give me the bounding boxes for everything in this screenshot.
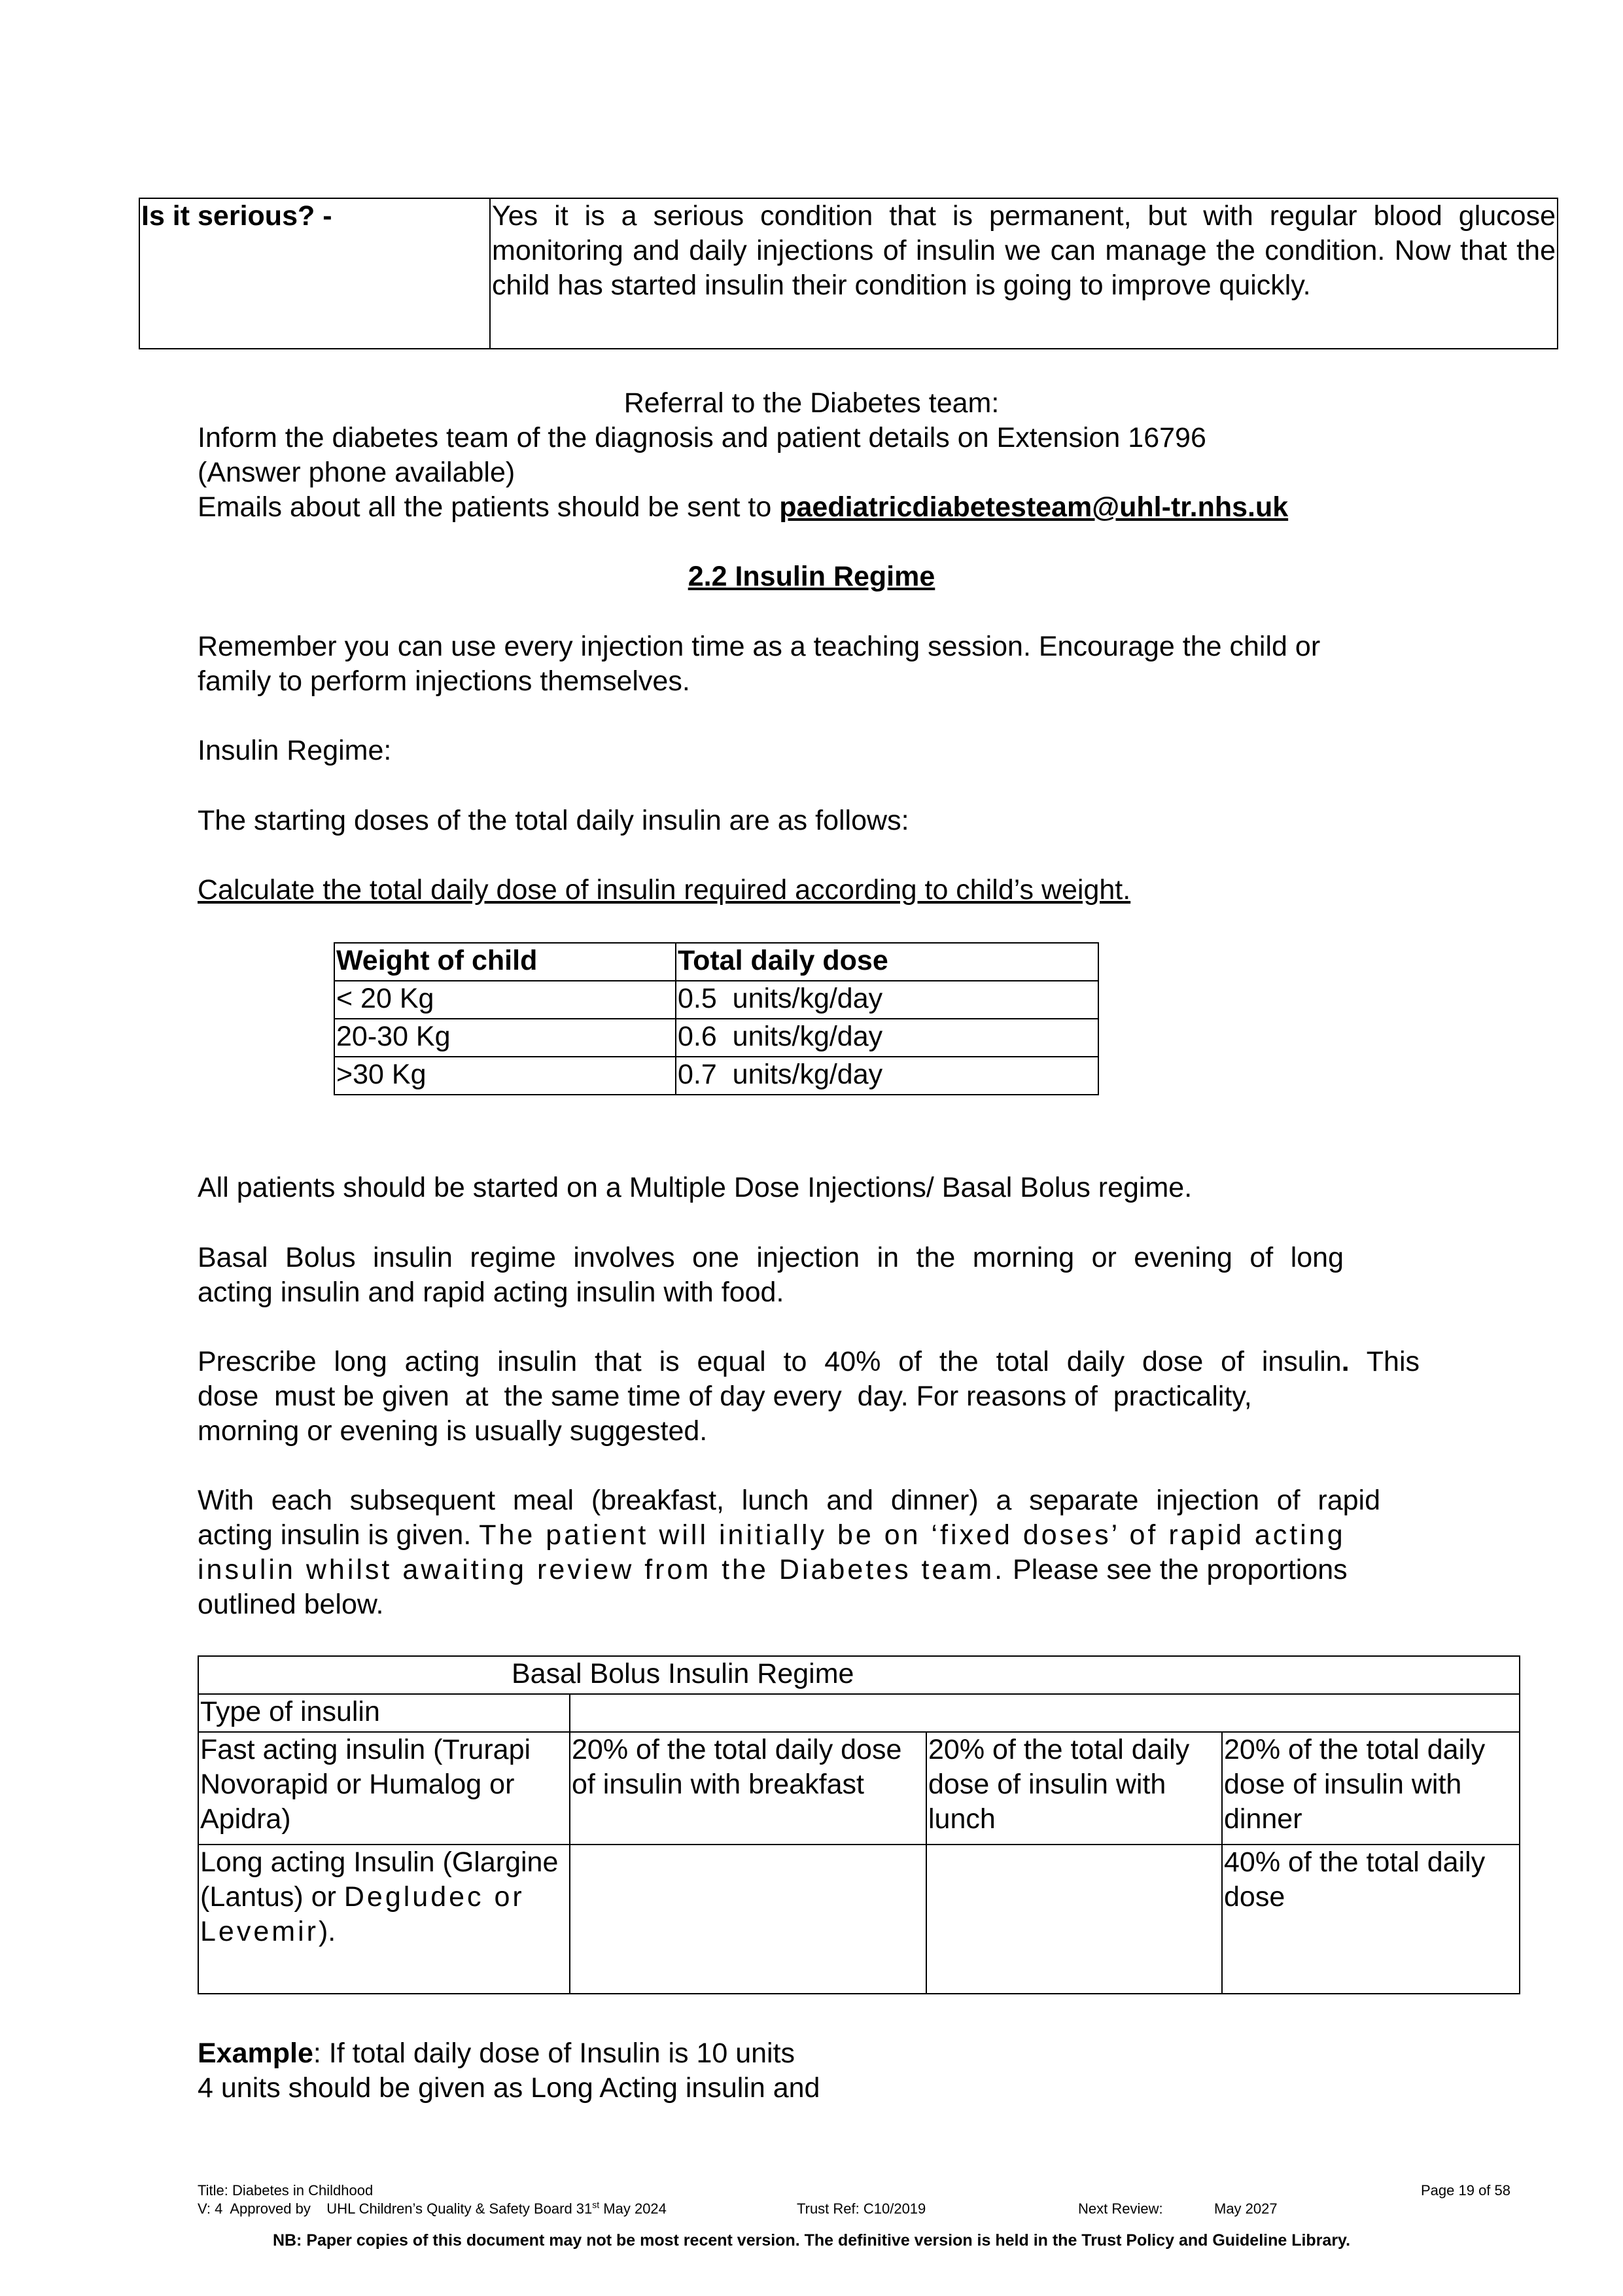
long-dinner-cell: 40% of the total daily dose <box>1222 1845 1520 1994</box>
insulin-regime-label: Insulin Regime: <box>198 735 392 766</box>
basal-bolus-line-1: Basal Bolus insulin regime involves one injection in the morning or evening of long <box>198 1242 1344 1273</box>
table-row <box>139 198 1558 349</box>
referral-email-prefix: Emails about all the patients should be sent to <box>198 491 780 523</box>
fast-acting-label: Fast acting insulin (Trurapi Novorapid or Humalog or Apidra) <box>198 1732 570 1845</box>
footer-next-review-date: May 2027 <box>1214 2200 1278 2217</box>
dose-header-weight: Weight of child <box>334 943 676 981</box>
dose-cell: 0.5 units/kg/day <box>676 981 1098 1019</box>
serious-question: Is it serious? - <box>139 198 490 349</box>
example-line-2: 4 units should be given as Long Acting insulin and <box>198 2072 820 2104</box>
teaching-para-line-2: family to perform injections themselves. <box>198 665 690 697</box>
dose-cell: 0.6 units/kg/day <box>676 1019 1098 1057</box>
dose-cell: < 20 Kg <box>334 981 676 1019</box>
basal-bolus-line-2: acting insulin and rapid acting insulin with food. <box>198 1277 784 1308</box>
footer-title: Title: Diabetes in Childhood <box>198 2182 374 2199</box>
example-label: Example <box>198 2038 313 2069</box>
table-row <box>198 1845 1520 1994</box>
table-row <box>334 1019 1098 1057</box>
dose-cell: >30 Kg <box>334 1057 676 1095</box>
regime-title-cell <box>198 1656 1520 1694</box>
table-row <box>334 943 1098 981</box>
footer-trust-ref: Trust Ref: C10/2019 <box>797 2200 926 2217</box>
regime-title: Basal Bolus Insulin Regime <box>512 1658 854 1689</box>
long-acting-label: Long acting Insulin (Glargine (Lantus) or Degludec or Levemir). <box>198 1845 570 1994</box>
mdi-text: All patients should be started on a Multiple Dose Injections/ Basal Bolus regime. <box>198 1172 1193 1203</box>
calculate-text: Calculate the total daily dose of insulin required according to child’s weight. <box>198 874 1131 906</box>
long-acting-line-3: morning or evening is usually suggested. <box>198 1415 708 1447</box>
referral-line-3 <box>198 490 1288 525</box>
table-row <box>198 1732 1520 1845</box>
table-row <box>198 1656 1520 1694</box>
serious-table <box>139 198 1558 349</box>
example-line-1: Example: If total daily dose of Insulin is 10 units <box>198 2038 795 2069</box>
dose-cell: 20-30 Kg <box>334 1019 676 1057</box>
footer-version: V: 4 Approved by UHL Children’s Quality & Safety Board 31st May 2024 <box>198 2199 667 2217</box>
footer-next-review-label: Next Review: <box>1078 2200 1163 2217</box>
fast-dinner-cell: 20% of the total daily dose of insulin with dinner <box>1222 1732 1520 1845</box>
table-row <box>334 981 1098 1019</box>
table-row <box>334 1057 1098 1095</box>
referral-line-1: Inform the diabetes team of the diagnosis and patient details on Extension 16796 <box>198 422 1206 453</box>
footer-page: Page 19 of 58 <box>1421 2182 1511 2199</box>
meal-line-3: insulin whilst awaiting review from the Diabetes team. Please see the proportions <box>198 1554 1348 1585</box>
serious-answer: Yes it is a serious condition that is permanent, but with regular blood glucose monitoring and daily injections of insulin we can manage the condition. Now that the child has started insulin their condition is going to improve quickly. <box>490 198 1558 349</box>
long-acting-line-2: dose must be given at the same time of day every day. For reasons of practicality, <box>198 1381 1252 1412</box>
empty-cell <box>570 1694 1520 1732</box>
fast-breakfast-cell: 20% of the total daily dose of insulin with breakfast <box>570 1732 926 1845</box>
fast-lunch-cell: 20% of the total daily dose of insulin with lunch <box>926 1732 1222 1845</box>
referral-title: Referral to the Diabetes team: <box>623 387 1000 419</box>
starting-doses-text: The starting doses of the total daily insulin are as follows: <box>198 805 909 836</box>
type-of-insulin-cell: Type of insulin <box>198 1694 570 1732</box>
dose-header-total: Total daily dose <box>676 943 1098 981</box>
teaching-para-line-1: Remember you can use every injection time as a teaching session. Encourage the child or <box>198 631 1321 662</box>
section-heading: 2.2 Insulin Regime <box>688 561 935 592</box>
long-acting-line-1: Prescribe long acting insulin that is equal to 40% of the total daily dose of insulin. This <box>198 1346 1420 1377</box>
referral-line-2: (Answer phone available) <box>198 457 515 488</box>
empty-cell <box>570 1845 926 1994</box>
meal-line-2: acting insulin is given. The patient will initially be on ‘fixed doses’ of rapid acting <box>198 1519 1346 1551</box>
dose-table <box>334 942 1099 1095</box>
empty-cell <box>926 1845 1222 1994</box>
regime-table <box>198 1655 1520 1994</box>
footer-nb: NB: Paper copies of this document may not be most recent version. The definitive version is held in the Trust Policy and Guideline Library. <box>272 2231 1351 2250</box>
referral-email-link[interactable]: paediatricdiabetesteam@uhl-tr.nhs.uk <box>779 491 1289 523</box>
meal-line-1: With each subsequent meal (breakfast, lunch and dinner) a separate injection of rapid <box>198 1485 1380 1516</box>
meal-line-4: outlined below. <box>198 1589 384 1620</box>
dose-cell: 0.7 units/kg/day <box>676 1057 1098 1095</box>
table-row <box>198 1694 1520 1732</box>
